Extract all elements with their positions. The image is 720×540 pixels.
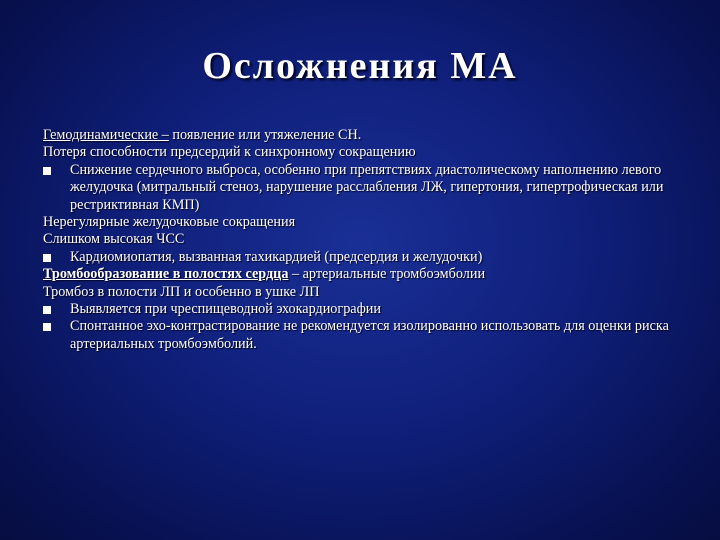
- bullet-item-cardiomyopathy: [43, 249, 683, 266]
- thrombus-line: [43, 266, 683, 283]
- square-bullet-icon: [43, 323, 51, 331]
- la-thrombosis-line: Тромбоз в полости ЛП и особенно в ушке ЛП: [43, 283, 320, 300]
- square-bullet-icon: [43, 254, 51, 262]
- irregular-contractions-line: Нерегулярные желудочковые сокращения: [43, 214, 296, 231]
- square-bullet-icon: [43, 167, 51, 175]
- thrombus-heading: Тромбообразование в полостях сердца: [43, 266, 289, 283]
- square-bullet-icon: [43, 306, 51, 314]
- hemodynamic-text: появление или утяжеление СН.: [168, 127, 362, 143]
- hemodynamic-heading: Гемодинамические –: [43, 127, 169, 143]
- bullet-text: Спонтанное эхо-контрастирование не рекомендуется изолированно использовать для оценки риска артериальных тромбоэмболий.: [70, 318, 669, 352]
- hemodynamic-line: [43, 127, 683, 144]
- bullet-text: Снижение сердечного выброса, особенно при препятствиях диастолическому наполнению левого желудочка (митральный стеноз, нарушение расслабления ЛЖ, гипертония, гипертрофическая или рестриктивная КМП): [70, 161, 664, 213]
- bullet-item-tee: [43, 301, 683, 318]
- bullet-item-echo-contrast: [43, 318, 683, 353]
- slide-title: Осложнения МА: [202, 45, 518, 87]
- bullet-item-cardiac-output: [43, 162, 683, 214]
- bullet-text: Кардиомиопатия, вызванная тахикардией (предсердия и желудочки): [70, 248, 483, 265]
- slide-body: [43, 127, 683, 353]
- bullet-text: Выявляется при чреспищеводной эхокардиографии: [70, 301, 381, 318]
- thrombus-text: – артериальные тромбоэмболии: [288, 266, 486, 283]
- atrial-loss-line: Потеря способности предсердий к синхронному сокращению: [43, 144, 416, 161]
- high-heart-rate-line: Слишком высокая ЧСС: [43, 231, 185, 248]
